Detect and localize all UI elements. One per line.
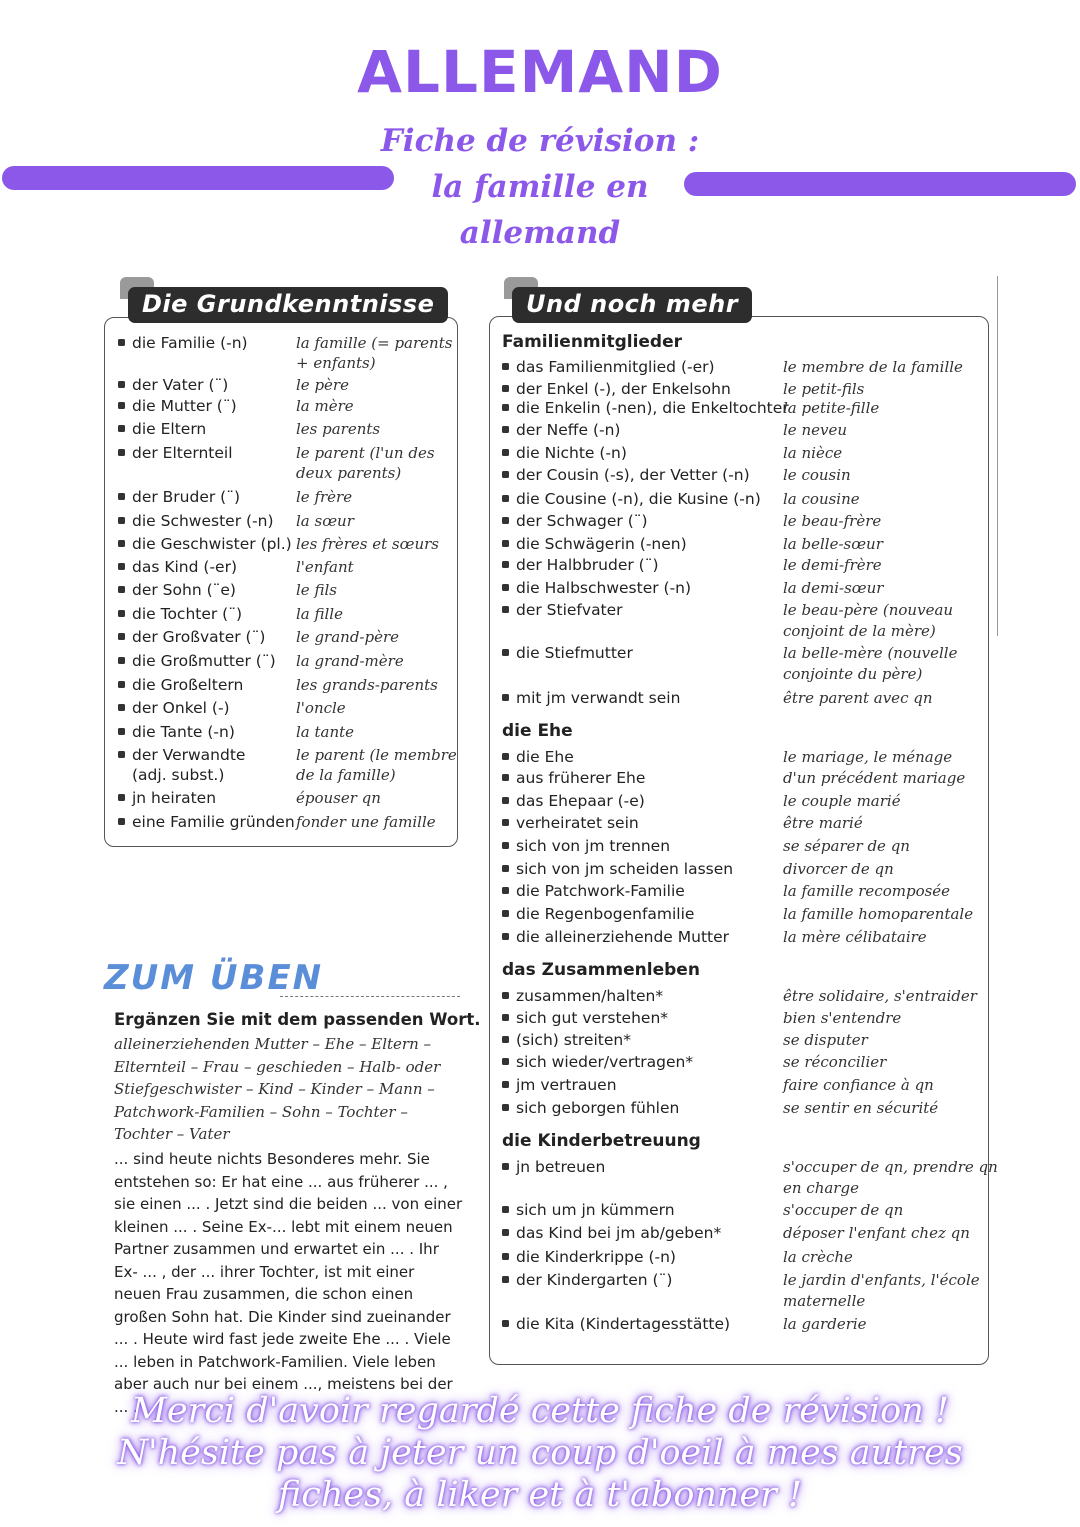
vocab-german: sich von jm trennen	[516, 837, 671, 855]
vocab-german: der Vater (¨)	[132, 376, 229, 394]
vocab-french: être parent avec qn	[783, 689, 933, 707]
vocab-french: le neveu	[783, 421, 847, 439]
section-title: das Zusammenleben	[502, 960, 700, 980]
vocab-german: der Sohn (¨e)	[132, 581, 236, 599]
vocab-french: la nièce	[783, 444, 843, 462]
vocab-french: bien s'entendre	[783, 1009, 902, 1027]
vocab-french: déposer l'enfant chez qn	[783, 1224, 970, 1242]
vocab-french: la famille homoparentale	[783, 905, 974, 923]
exercise-text: ... sind heute nichts Besonderes mehr. Sie entstehen so: Er hat eine ... aus früherer ... , sie einen ... . Jetzt sind die beiden ... von einer kleinen ... . Seine Ex-... lebt mit einem neuen Partner zusammen und erwartet ein ... . Ihr Ex- ... , der ... ihrer Tochter, ist mit einer neuen Frau zusammen, die schon einen großen Sohn hat. Die Kinder sind zueinander ... . Heute wird fast jede zweite Ehe ... . Viele ... leben in Patchwork-Familien. Viele leben aber auch nur bei einem ..., meistens bei der ... .	[114, 1150, 463, 1416]
vocab-german: verheiratet sein	[516, 814, 639, 832]
vocab-french: l'enfant	[296, 558, 354, 576]
vocab-french-cont: en charge	[783, 1179, 859, 1197]
vocab-french: la garderie	[783, 1315, 867, 1333]
page-subtitle	[340, 118, 740, 256]
vocab-german: die Halbschwester (-n)	[516, 579, 692, 597]
vocab-french: la petite-fille	[783, 399, 880, 417]
vocab-german: der Kindergarten (¨)	[516, 1271, 673, 1289]
vocab-french: le couple marié	[783, 792, 901, 810]
section-title: die Kinderbetreuung	[502, 1131, 701, 1151]
vocab-french-cont: conjoint de la mère)	[783, 622, 936, 640]
vocab-german: sich von jm scheiden lassen	[516, 860, 734, 878]
vocab-french: être solidaire, s'entraider	[783, 987, 977, 1005]
vocab-german: mit jm verwandt sein	[516, 689, 681, 707]
vocab-french: la famille recomposée	[783, 882, 951, 900]
vocab-french: le mariage, le ménage	[783, 748, 953, 766]
vocab-german: die alleinerziehende Mutter	[516, 928, 730, 946]
vocab-french: la belle-sœur	[783, 535, 883, 553]
vocab-german: sich gut verstehen*	[516, 1009, 669, 1027]
vocab-german: jn betreuen	[516, 1158, 606, 1176]
vocab-french: le demi-frère	[783, 556, 882, 574]
vocab-french: la mère célibataire	[783, 928, 927, 946]
vocab-german: die Schwester (-n)	[132, 512, 274, 530]
vocab-german: die Enkelin (-nen), die Enkeltochter	[516, 399, 789, 417]
vocab-french: le beau-père (nouveau	[783, 601, 954, 619]
section-title: die Ehe	[502, 721, 573, 741]
vocab-french: la crèche	[783, 1248, 853, 1266]
vocab-german-cont: (adj. subst.)	[132, 766, 225, 784]
vocab-french: la belle-mère (nouvelle	[783, 644, 958, 662]
vocab-german: die Schwägerin (-nen)	[516, 535, 687, 553]
footer-message	[40, 1390, 1040, 1516]
vocab-french: épouser qn	[296, 789, 381, 807]
exercise-heading-line	[280, 996, 460, 997]
vocab-french: le frère	[296, 488, 353, 506]
exercise-heading: ZUM ÜBEN	[104, 958, 324, 998]
section-title: Familienmitglieder	[502, 332, 683, 352]
vocab-french: le jardin d'enfants, l'école	[783, 1271, 980, 1289]
vocab-french: divorcer de qn	[783, 860, 894, 878]
vocab-french: s'occuper de qn, prendre qn	[783, 1158, 998, 1176]
vocab-french: l'oncle	[296, 699, 346, 717]
vocab-german: der Onkel (-)	[132, 699, 230, 717]
vocab-german: die Nichte (-n)	[516, 444, 627, 462]
vocab-french-cont: conjointe du père)	[783, 665, 923, 683]
vocab-french: se réconcilier	[783, 1053, 887, 1071]
basics-header: Die Grundkenntnisse	[128, 287, 448, 323]
vocab-french: la grand-mère	[296, 652, 404, 670]
vocab-french: la demi-sœur	[783, 579, 884, 597]
vocab-french: la cousine	[783, 490, 860, 508]
vocab-french: le parent (le membre	[296, 746, 457, 764]
vocab-german: zusammen/halten*	[516, 987, 664, 1005]
footer-line: N'hésite pas à jeter un coup d'oeil à mes autres	[117, 1433, 963, 1473]
vocab-french: le fils	[296, 581, 337, 599]
vocab-german: die Großmutter (¨)	[132, 652, 276, 670]
vocab-german: das Kind (-er)	[132, 558, 237, 576]
exercise-instruction: Ergänzen Sie mit dem passenden Wort.	[114, 1010, 481, 1029]
vocab-german: der Halbbruder (¨)	[516, 556, 659, 574]
page-title: ALLEMAND	[357, 38, 723, 106]
vocab-french: faire confiance à qn	[783, 1076, 934, 1094]
vocab-german: jn heiraten	[132, 789, 217, 807]
vocab-french: fonder une famille	[296, 813, 436, 831]
decorative-bar-right	[684, 172, 1076, 196]
vocab-german: das Kind bei jm ab/geben*	[516, 1224, 722, 1242]
footer-line: Merci d'avoir regardé cette fiche de révision !	[131, 1391, 949, 1431]
vocab-french: se disputer	[783, 1031, 868, 1049]
vocab-german: der Cousin (-s), der Vetter (-n)	[516, 466, 750, 484]
vocab-german: die Geschwister (pl.)	[132, 535, 292, 553]
subtitle-line: allemand	[459, 215, 621, 251]
vocab-french: la tante	[296, 723, 355, 741]
vocab-german: die Kinderkrippe (-n)	[516, 1248, 676, 1266]
vocab-german: die Eltern	[132, 420, 207, 438]
vocab-german: (sich) streiten*	[516, 1031, 631, 1049]
vocab-french: s'occuper de qn	[783, 1201, 904, 1219]
vocab-french: être marié	[783, 814, 863, 832]
vocab-german: die Ehe	[516, 748, 574, 766]
vocab-french: le père	[296, 376, 349, 394]
vocab-german: der Bruder (¨)	[132, 488, 241, 506]
divider-line	[997, 276, 998, 636]
vocab-german: die Mutter (¨)	[132, 397, 237, 415]
vocab-german: der Verwandte	[132, 746, 246, 764]
vocab-german: der Schwager (¨)	[516, 512, 648, 530]
footer-line: fiches, à liker et à t'abonner !	[277, 1475, 803, 1515]
vocab-french: la fille	[296, 605, 343, 623]
vocab-german: das Ehepaar (-e)	[516, 792, 645, 810]
vocab-german: das Familienmitglied (-er)	[516, 358, 715, 376]
vocab-french-cont: de la famille)	[296, 766, 396, 784]
vocab-german: die Regenbogenfamilie	[516, 905, 695, 923]
vocab-french: la famille (= parents	[296, 334, 453, 352]
vocab-german: die Kita (Kindertagesstätte)	[516, 1315, 731, 1333]
vocab-french: le parent (l'un des	[296, 444, 435, 462]
vocab-german: die Familie (-n)	[132, 334, 248, 352]
exercise-word-bank: alleinerziehenden Mutter – Ehe – Eltern – Elternteil – Frau – geschieden – Halb- oder Stiefgeschwister – Kind – Kinder – Mann – Patchwork-Familien – Sohn – Tochter – Tochter – Vater	[114, 1035, 441, 1143]
vocab-french: la mère	[296, 397, 354, 415]
vocab-french: les grands-parents	[296, 676, 438, 694]
vocab-french: les frères et sœurs	[296, 535, 439, 553]
vocab-german: sich geborgen fühlen	[516, 1099, 680, 1117]
vocab-german: jm vertrauen	[516, 1076, 617, 1094]
vocab-french-cont: maternelle	[783, 1292, 866, 1310]
vocab-french-cont: + enfants)	[296, 354, 376, 372]
vocab-german: der Großvater (¨)	[132, 628, 266, 646]
vocab-german: die Stiefmutter	[516, 644, 633, 662]
vocab-german: der Enkel (-), der Enkelsohn	[516, 380, 731, 398]
vocab-german: eine Familie gründen	[132, 813, 295, 831]
vocab-french: les parents	[296, 420, 381, 438]
vocab-german: sich wieder/vertragen*	[516, 1053, 694, 1071]
vocab-french: le beau-frère	[783, 512, 882, 530]
vocab-french-cont: deux parents)	[296, 464, 402, 482]
vocab-french: la sœur	[296, 512, 354, 530]
subtitle-line: la famille en	[431, 169, 649, 205]
vocab-german: die Großeltern	[132, 676, 244, 694]
subtitle-line: Fiche de révision :	[380, 123, 700, 159]
vocab-german: die Patchwork-Familie	[516, 882, 685, 900]
vocab-french: se séparer de qn	[783, 837, 910, 855]
vocab-german: die Cousine (-n), die Kusine (-n)	[516, 490, 761, 508]
vocab-german: der Elternteil	[132, 444, 233, 462]
vocab-german: der Neffe (-n)	[516, 421, 621, 439]
vocab-german: die Tante (-n)	[132, 723, 235, 741]
vocab-french: se sentir en sécurité	[783, 1099, 939, 1117]
vocab-german: sich um jn kümmern	[516, 1201, 675, 1219]
vocab-german: die Tochter (¨)	[132, 605, 243, 623]
vocab-french: d'un précédent mariage	[783, 769, 966, 787]
vocab-french: le membre de la famille	[783, 358, 963, 376]
vocab-german: aus früherer Ehe	[516, 769, 646, 787]
vocab-french: le petit-fils	[783, 380, 865, 398]
decorative-bar-left	[2, 166, 394, 190]
vocab-french: le cousin	[783, 466, 851, 484]
vocab-german: der Stiefvater	[516, 601, 623, 619]
more-header: Und noch mehr	[512, 287, 752, 323]
vocab-french: le grand-père	[296, 628, 400, 646]
